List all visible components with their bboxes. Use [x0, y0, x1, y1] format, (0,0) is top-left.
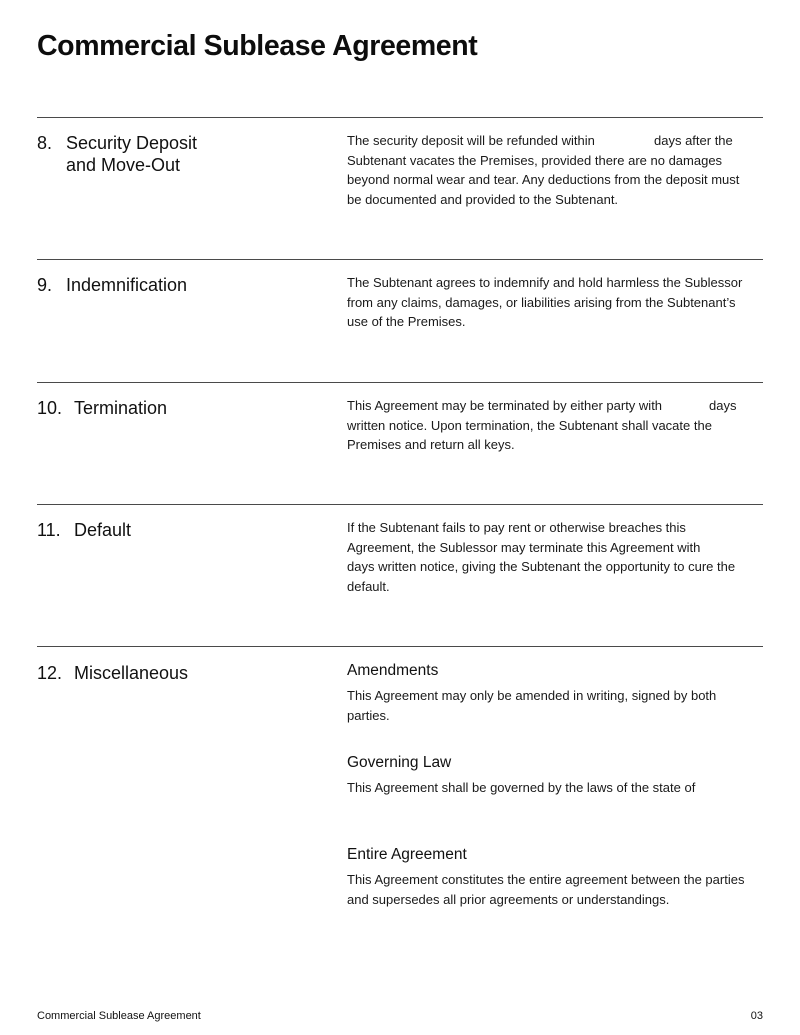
body-text: beyond normal wear and tear. Any deductions from the deposit must [347, 172, 740, 187]
body-text: This Agreement shall be governed by the laws of the state of [347, 780, 696, 795]
section-divider [37, 382, 763, 383]
body-text: This Agreement may be terminated by either party with [347, 398, 663, 413]
section-heading: Indemnification [66, 275, 188, 295]
body-text: If the Subtenant fails to pay rent or otherwise breaches this [347, 520, 686, 535]
body-text: The security deposit will be refunded within [347, 133, 595, 148]
document-title: Commercial Sublease Agreement [37, 30, 478, 62]
section-heading: Security Deposit [66, 133, 198, 153]
subsection-heading-governing-law: Governing Law [347, 754, 452, 771]
body-text: use of the Premises. [347, 314, 466, 329]
body-text: parties. [347, 707, 390, 723]
body-text: days [709, 398, 737, 413]
section-number: 9. [37, 275, 53, 295]
body-text: Subtenant vacates the Premises, provided there are no damages [347, 152, 723, 168]
section-heading: Miscellaneous [74, 663, 189, 683]
footer-title: Commercial Sublease Agreement [37, 1010, 201, 1022]
body-text: and supersedes all prior agreements or understandings. [347, 891, 670, 907]
subsection-heading-amendments: Amendments [347, 662, 439, 679]
section-divider [37, 646, 763, 647]
section-number: 8. [37, 133, 53, 153]
section-number: 10. [37, 398, 63, 418]
body-text: Agreement, the Sublessor may terminate this Agreement with [347, 539, 701, 555]
body-text: days after the [654, 133, 733, 148]
section-number: 11. [37, 520, 61, 540]
body-text: from any claims, damages, or liabilities arising from the Subtenant’s [347, 294, 736, 310]
body-text: default. [347, 578, 390, 594]
section-divider [37, 117, 763, 118]
section-heading: and Move-Out [66, 155, 181, 175]
body-text: be documented and provided to the Subtenant. [347, 191, 619, 207]
body-text: written notice. Upon termination, the Subtenant shall vacate the [347, 417, 712, 433]
section-heading: Termination [74, 398, 168, 418]
page-number: 03 [750, 1010, 763, 1022]
subsection-heading-entire-agreement: Entire Agreement [347, 846, 467, 863]
section-divider [37, 504, 763, 505]
section-divider [37, 259, 763, 260]
body-text: days written notice, giving the Subtenant the opportunity to cure the [347, 559, 736, 574]
body-text: Premises and return all keys. [347, 437, 515, 452]
section-heading: Default [74, 520, 132, 540]
body-text: This Agreement constitutes the entire agreement between the parties [347, 872, 745, 887]
body-text: The Subtenant agrees to indemnify and hold harmless the Sublessor [347, 275, 743, 290]
section-number: 12. [37, 663, 63, 683]
body-text: This Agreement may only be amended in writing, signed by both [347, 688, 717, 703]
